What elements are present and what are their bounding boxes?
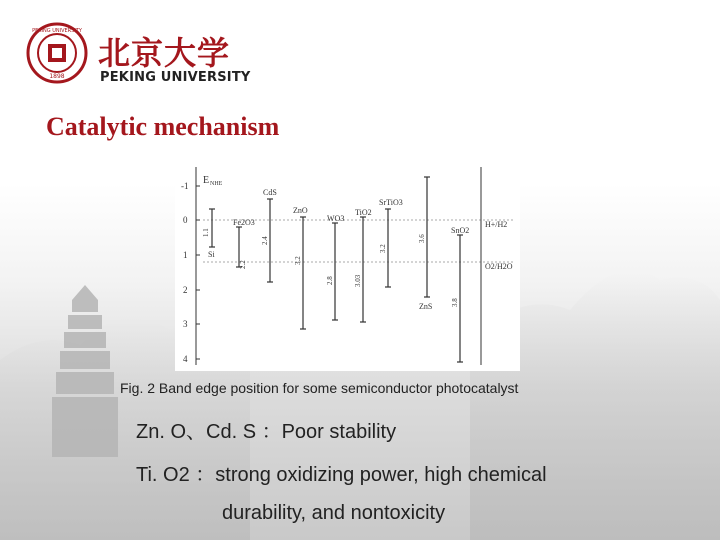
gap-value: 3.2 bbox=[379, 244, 387, 253]
tick-label: 0 bbox=[183, 215, 188, 225]
gap-value: 3.6 bbox=[418, 234, 426, 243]
material-label: Fe2O3 bbox=[233, 218, 255, 227]
university-seal-logo bbox=[26, 22, 88, 84]
material-label: Si bbox=[208, 250, 215, 259]
bullet-line-2: Ti. O2 ：strong oxidizing power, high chemical bbox=[136, 464, 547, 486]
material-label: WO3 bbox=[327, 214, 345, 223]
seal-text: PEKING UNIVERSITY bbox=[32, 28, 82, 34]
seal-year: 1898 bbox=[49, 73, 65, 80]
axis-title: E bbox=[203, 175, 210, 186]
university-name-english: PEKING UNIVERSITY bbox=[100, 70, 251, 85]
redox-label-oxygen: O2/H2O bbox=[485, 262, 513, 271]
gap-value: 2.8 bbox=[326, 276, 334, 285]
gap-value: 2.4 bbox=[261, 236, 269, 245]
material-label: ZnS bbox=[419, 302, 433, 311]
gap-value: 2.2 bbox=[239, 260, 247, 269]
gap-value: 3.8 bbox=[451, 298, 459, 307]
tick-label: 2 bbox=[183, 285, 188, 295]
material-label: SrTiO3 bbox=[379, 198, 403, 207]
redox-label-hydrogen: H+/H2 bbox=[485, 220, 508, 229]
tick-label: -1 bbox=[181, 181, 189, 191]
tick-label: 4 bbox=[183, 354, 188, 364]
gap-value: 3.2 bbox=[294, 256, 302, 265]
gap-value: 3.03 bbox=[354, 274, 362, 287]
slide-title: Catalytic mechanism bbox=[46, 112, 280, 141]
gap-value: 1.1 bbox=[202, 228, 210, 237]
material-label: ZnO bbox=[293, 206, 308, 215]
bullet-line-3: durability, and nontoxicity bbox=[222, 502, 446, 524]
bullet-line-1: Zn. O、Cd. S ：Poor stability bbox=[136, 421, 397, 443]
material-label: TiO2 bbox=[355, 208, 372, 217]
axis-title-subscript: NHE bbox=[210, 181, 223, 187]
tick-label: 1 bbox=[183, 250, 188, 260]
figure-caption: Fig. 2 Band edge position for some semiconductor photocatalyst bbox=[120, 380, 519, 396]
material-label: SnO2 bbox=[451, 226, 470, 235]
material-label: CdS bbox=[263, 188, 277, 197]
tick-label: 3 bbox=[183, 319, 188, 329]
university-name-chinese: 北京大学 bbox=[98, 34, 231, 72]
band-edge-diagram bbox=[175, 157, 520, 371]
